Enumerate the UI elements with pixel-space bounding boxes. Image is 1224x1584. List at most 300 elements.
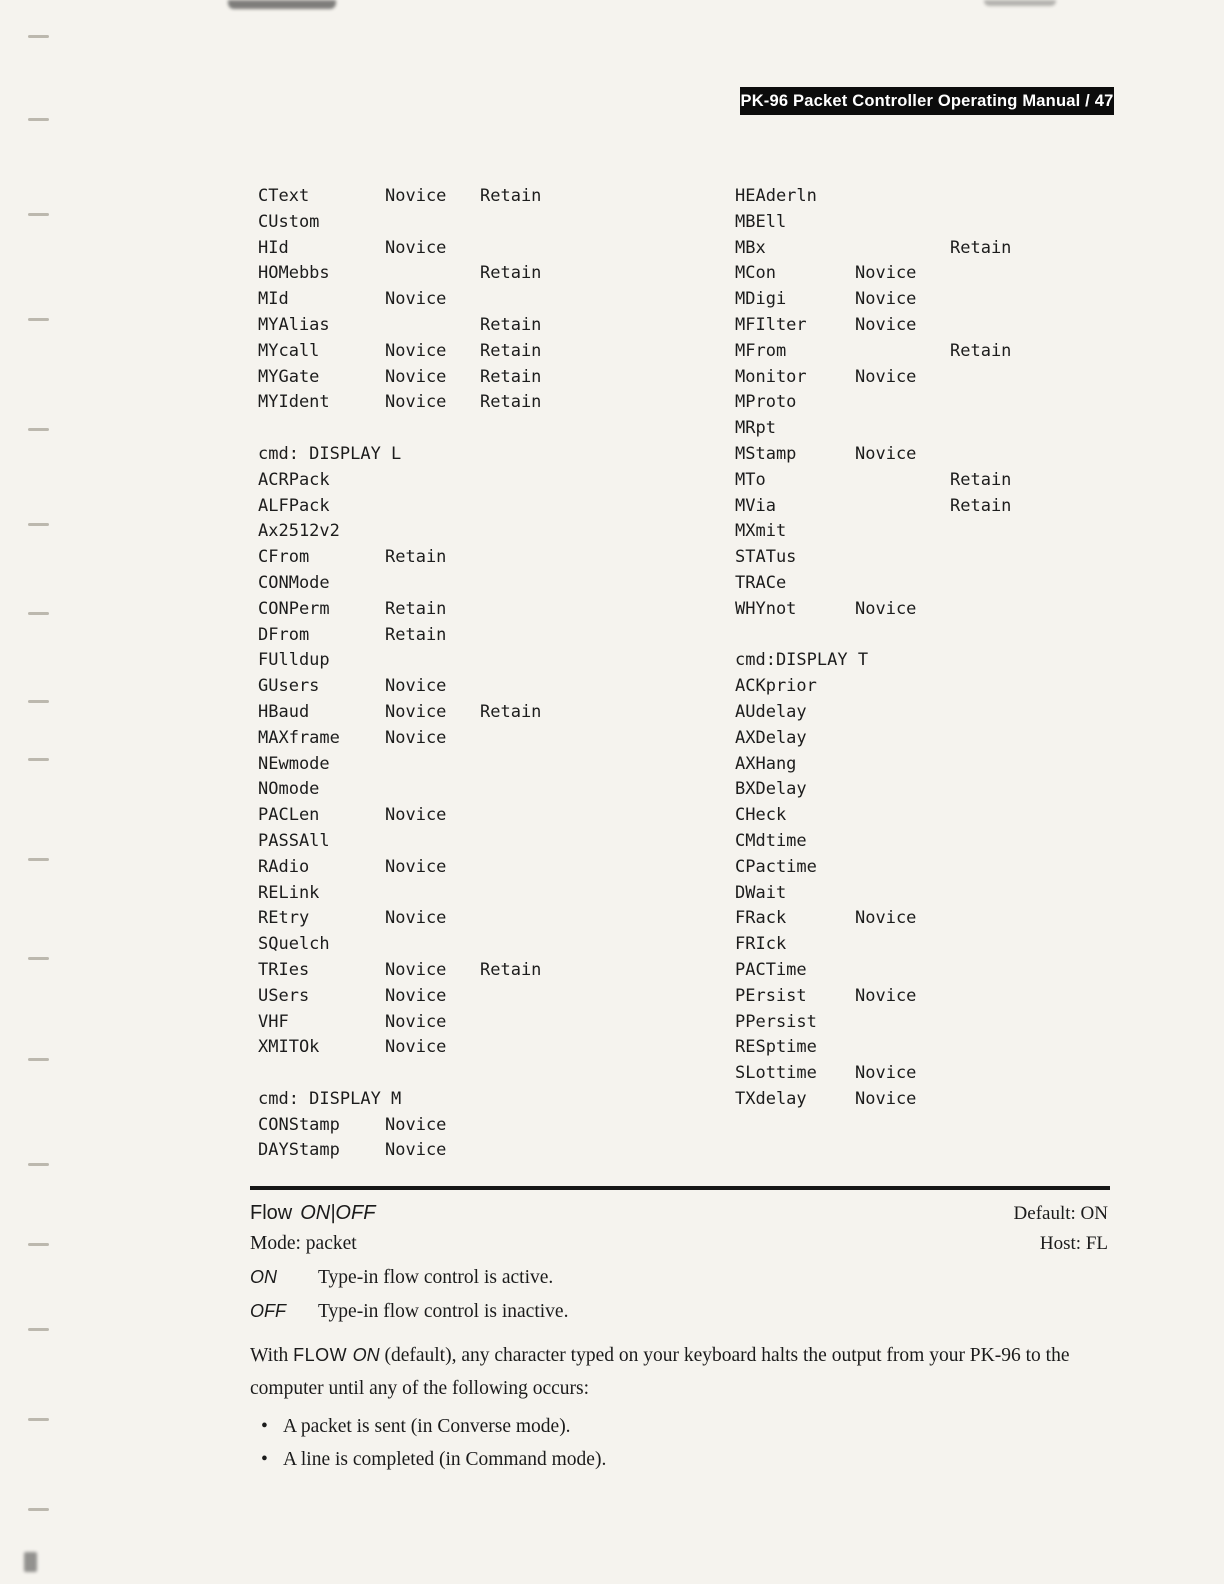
scan-mark [28,428,49,431]
command-name: RAdio [258,856,310,877]
command-name [735,623,855,649]
command-row [258,494,728,520]
flag-col-1 [855,468,950,494]
scan-mark [28,1328,49,1331]
command-name: MFrom [735,340,787,361]
flag-col-1 [385,494,480,520]
flag-col-2 [480,545,728,571]
command-name: DAYStamp [258,1140,340,1161]
flag-col-2: Retain [950,340,1012,361]
command-name: WHYnot [735,598,797,619]
flag-col-2 [480,932,728,958]
flag-col-1: Retain [385,547,447,568]
command-name: HId [258,237,289,258]
paragraph-text: (default), any character typed on your keyboard halts the output from your PK-96 to the computer until any of the following occurs: [250,1345,1070,1399]
scan-mark [28,1418,49,1421]
flag-col-1 [855,519,950,545]
flag-col-2 [950,390,1205,416]
command-row [735,494,1205,520]
flow-keyword: FLOW [293,1345,353,1365]
command-name: PErsist [735,985,807,1006]
command-row [735,1035,1205,1061]
flag-col-2 [950,984,1205,1010]
flag-col-1 [855,958,950,984]
flag-col-1 [385,519,480,545]
flag-col-1: Novice [855,289,917,310]
flag-col-2 [950,1061,1205,1087]
flag-col-2 [480,519,728,545]
command-name: TRIes [258,959,310,980]
flag-col-2: Retain [480,701,542,722]
flag-col-2 [950,1087,1205,1113]
flag-col-1: Novice [385,366,447,387]
flag-col-2 [950,881,1205,907]
flag-col-1 [855,494,950,520]
command-row [258,777,728,803]
command-row [258,906,728,932]
flag-col-1 [385,932,480,958]
flag-col-2 [480,984,728,1010]
command-row [735,752,1205,778]
flag-col-1 [855,1035,950,1061]
command-name: FUlldup [258,650,330,671]
command-row [735,1061,1205,1087]
command-row [258,261,728,287]
flag-col-2: Retain [480,959,542,980]
bullet-text: A line is completed (in Command mode). [283,1449,607,1470]
command-name: MYcall [258,340,320,361]
flag-col-1: Novice [385,392,447,413]
flag-col-1 [855,648,950,674]
command-row [735,958,1205,984]
flow-option-on [250,1267,1108,1289]
flag-col-1: Novice [855,263,917,284]
flag-col-2 [480,1035,728,1061]
flag-col-2 [950,261,1205,287]
flag-col-1 [385,1087,480,1113]
flag-col-2 [950,648,1205,674]
flag-col-1 [855,184,950,210]
bullet-icon: • [261,1416,268,1437]
scan-mark [28,318,49,321]
flow-description-paragraph [250,1339,1108,1405]
command-name: STATus [735,547,797,568]
command-row [258,855,728,881]
spacer-row [735,623,1205,649]
flag-col-2 [480,1061,728,1087]
flag-col-2 [480,287,728,313]
command-param: ON|OFF [300,1202,376,1224]
command-name: PPersist [735,1011,817,1032]
flag-col-1 [855,236,950,262]
flag-col-2 [950,906,1205,932]
flag-col-1 [855,752,950,778]
command-row [258,958,728,984]
flag-col-1: Novice [385,1114,447,1135]
command-name: PASSAll [258,830,330,851]
command-name: HEAderln [735,186,817,206]
command-name: MStamp [735,443,797,464]
command-name: XMITOk [258,1037,320,1058]
command-name: CONPerm [258,598,330,619]
scan-smudge [24,1552,37,1572]
command-name: HOMebbs [258,263,330,284]
command-name: AXHang [735,753,797,774]
flag-col-1 [385,829,480,855]
flag-col-1 [385,442,480,468]
command-row [735,1087,1205,1113]
scan-mark [28,118,49,121]
command-row [735,236,1205,262]
scan-mark [28,1163,49,1166]
flag-col-2 [480,674,728,700]
command-name: MAXframe [258,727,340,748]
scan-mark [28,1243,49,1246]
command-heading [250,1202,375,1225]
flag-col-1 [385,571,480,597]
option-value: OFF [250,1301,286,1321]
flag-col-2 [480,855,728,881]
scan-mark [28,1508,49,1511]
default-value-label: Default: ON [1013,1203,1108,1224]
command-row [258,597,728,623]
command-row [735,855,1205,881]
section-header-row [258,1087,728,1113]
command-row [735,829,1205,855]
command-name: CHeck [735,805,787,826]
flag-col-2 [950,623,1205,649]
flag-col-1 [855,545,950,571]
command-row [735,700,1205,726]
command-name: RESptime [735,1037,817,1058]
command-name: MCon [735,263,776,284]
command-row [735,365,1205,391]
spacer-row [258,1061,728,1087]
command-name: PACTime [735,959,807,980]
flow-option-off [250,1301,1108,1323]
flag-col-1: Novice [855,598,917,619]
flag-col-1 [855,855,950,881]
flag-col-1: Retain [385,624,447,645]
flag-col-2 [480,1010,728,1036]
flag-col-2 [950,752,1205,778]
command-row [258,184,728,210]
flag-col-1 [855,416,950,442]
flag-col-2 [480,571,728,597]
command-row [735,184,1205,210]
bullet-item [250,1416,1108,1438]
page-header-bar [740,87,1114,115]
command-name: Monitor [735,366,807,387]
command-name: ACKprior [735,676,817,697]
command-row [258,468,728,494]
flag-col-2 [480,210,728,236]
flag-col-1: Novice [385,237,447,258]
flag-col-2 [480,752,728,778]
flag-col-1 [855,571,950,597]
flag-col-1: Novice [855,1063,917,1084]
scan-mark [28,700,49,703]
command-row [735,339,1205,365]
flag-col-2 [950,700,1205,726]
command-row [735,210,1205,236]
scan-mark [28,612,49,615]
flag-col-2: Retain [950,495,1012,516]
command-name [258,416,385,442]
scan-mark [28,957,49,960]
command-name: MYAlias [258,314,330,335]
flag-col-1: Novice [385,186,447,206]
flag-col-2 [950,674,1205,700]
flag-col-1 [855,339,950,365]
command-row [258,1138,728,1164]
command-row [735,984,1205,1010]
flag-col-2: Retain [950,469,1012,490]
bullet-item [250,1449,1108,1471]
flag-col-1 [385,777,480,803]
flag-col-1 [385,468,480,494]
flag-col-2 [950,287,1205,313]
command-row [258,700,728,726]
command-row [258,881,728,907]
flag-col-2 [480,906,728,932]
flag-col-2 [950,726,1205,752]
flag-col-2 [950,777,1205,803]
flag-col-2 [480,803,728,829]
command-row [258,726,728,752]
flag-col-2 [950,855,1205,881]
flag-col-1 [385,313,480,339]
flag-col-1: Novice [385,908,447,929]
bullet-text: A packet is sent (in Converse mode). [283,1416,571,1437]
command-row [258,984,728,1010]
flag-col-1: Novice [385,340,447,361]
flag-col-2 [480,597,728,623]
command-row [735,519,1205,545]
command-name: PACLen [258,805,320,826]
command-name: FRIck [735,934,787,955]
flag-col-1 [855,210,950,236]
command-name: TRACe [735,572,787,593]
flag-col-1: Novice [855,985,917,1006]
flag-col-2 [480,468,728,494]
mode-label: Mode: packet [250,1233,357,1254]
flag-col-2 [480,494,728,520]
command-name: MProto [735,392,797,413]
command-list-left-column [258,184,728,1164]
flag-col-2 [480,623,728,649]
flag-col-2 [480,236,728,262]
flag-col-1 [385,1061,480,1087]
command-name: MId [258,289,289,310]
command-row [735,881,1205,907]
scan-smudge [228,0,336,9]
flag-col-2 [480,1138,728,1164]
command-name: DWait [735,882,787,903]
scan-mark [28,1058,49,1061]
command-name: TXdelay [735,1088,807,1109]
flag-col-1: Novice [385,856,447,877]
scan-mark [28,858,49,861]
command-row [735,416,1205,442]
section-header-row [735,648,1205,674]
flag-col-2: Retain [480,263,542,284]
command-name: CPactime [735,856,817,877]
command-row [258,287,728,313]
flag-col-2: Retain [480,392,542,413]
flag-col-2 [480,881,728,907]
bullet-icon: • [261,1449,268,1470]
command-name: MVia [735,495,776,516]
flag-col-2 [950,184,1205,210]
flag-col-1 [385,752,480,778]
flag-col-1 [855,726,950,752]
command-row [258,623,728,649]
flag-col-2 [950,1010,1205,1036]
command-row [735,287,1205,313]
command-row [735,726,1205,752]
command-row [258,803,728,829]
command-row [258,210,728,236]
command-row [258,752,728,778]
command-row [258,1010,728,1036]
command-row [735,932,1205,958]
option-description: Type-in flow control is active. [318,1267,554,1288]
flag-col-1 [855,777,950,803]
flag-col-2 [480,777,728,803]
command-name: HBaud [258,701,310,722]
command-row [258,829,728,855]
flag-col-2 [950,416,1205,442]
command-name: AUdelay [735,701,807,722]
spacer-row [258,416,728,442]
command-row [258,236,728,262]
flag-col-1: Novice [385,289,447,310]
flag-col-2: Retain [480,314,542,335]
command-name: VHF [258,1011,289,1032]
flag-col-2 [950,803,1205,829]
command-row [258,1113,728,1139]
flag-col-2 [480,442,728,468]
command-row [735,468,1205,494]
command-name: DFrom [258,624,310,645]
flag-col-1: Novice [855,314,917,335]
command-row [735,777,1205,803]
command-name: ALFPack [258,495,330,516]
flag-col-2 [480,416,728,442]
flag-col-2 [480,726,728,752]
flag-col-1: Retain [385,598,447,619]
command-name: Flow [250,1202,293,1224]
command-row [258,313,728,339]
command-name: cmd: DISPLAY M [258,1088,402,1109]
command-row [735,442,1205,468]
option-value: ON [250,1267,277,1287]
command-row [258,545,728,571]
command-name: NOmode [258,779,320,800]
flag-col-2 [480,1113,728,1139]
scan-mark [28,758,49,761]
flag-col-2 [950,365,1205,391]
flag-col-1 [855,829,950,855]
command-row [258,571,728,597]
flag-col-1: Novice [385,1140,447,1161]
command-row [258,648,728,674]
command-row [258,674,728,700]
command-name: AXDelay [735,727,807,748]
command-row [735,1010,1205,1036]
flow-mode-row [250,1233,1108,1255]
command-row [258,519,728,545]
flag-col-1: Novice [385,1011,447,1032]
flag-col-2 [950,571,1205,597]
command-name: MYIdent [258,392,330,413]
flag-col-1: Novice [385,676,447,697]
command-name: CONMode [258,572,330,593]
flag-col-2 [950,958,1205,984]
flag-col-1 [855,932,950,958]
flag-col-1 [385,261,480,287]
command-name: GUsers [258,676,320,697]
command-name: MDigi [735,289,787,310]
command-row [735,803,1205,829]
flag-col-2 [950,1035,1205,1061]
flag-col-1 [855,881,950,907]
flag-col-1 [855,390,950,416]
command-name: CONStamp [258,1114,340,1135]
command-name: CMdtime [735,830,807,851]
command-name: MBx [735,237,766,258]
host-label: Host: FL [1039,1233,1108,1254]
flag-col-2 [950,210,1205,236]
command-name: ACRPack [258,469,330,490]
command-row [258,932,728,958]
flag-col-1: Novice [855,908,917,929]
flag-col-1: Novice [855,366,917,387]
command-row [735,674,1205,700]
command-name: USers [258,985,310,1006]
flag-col-2 [950,932,1205,958]
scan-smudge [984,0,1056,6]
flag-col-2 [950,519,1205,545]
command-row [735,906,1205,932]
command-name: REtry [258,908,310,929]
command-name: MFIlter [735,314,807,335]
command-row [735,571,1205,597]
flag-col-2 [950,442,1205,468]
command-name: CFrom [258,547,310,568]
flag-col-1 [855,1010,950,1036]
flag-col-2: Retain [480,366,542,387]
on-keyword: ON [352,1345,380,1365]
flow-title-row [250,1202,1108,1225]
command-name: BXDelay [735,779,807,800]
command-name: cmd:DISPLAY T [735,650,869,671]
command-name: MRpt [735,418,776,439]
command-name: RELink [258,882,320,903]
option-description: Type-in flow control is inactive. [318,1301,569,1322]
flag-col-2: Retain [950,237,1012,258]
scan-mark [28,213,49,216]
flag-col-2 [480,648,728,674]
flag-col-2: Retain [480,186,542,206]
command-row [258,1035,728,1061]
flag-col-1 [855,623,950,649]
flag-col-2 [950,313,1205,339]
command-row [735,261,1205,287]
command-name [258,1061,385,1087]
section-divider-rule [250,1186,1110,1190]
